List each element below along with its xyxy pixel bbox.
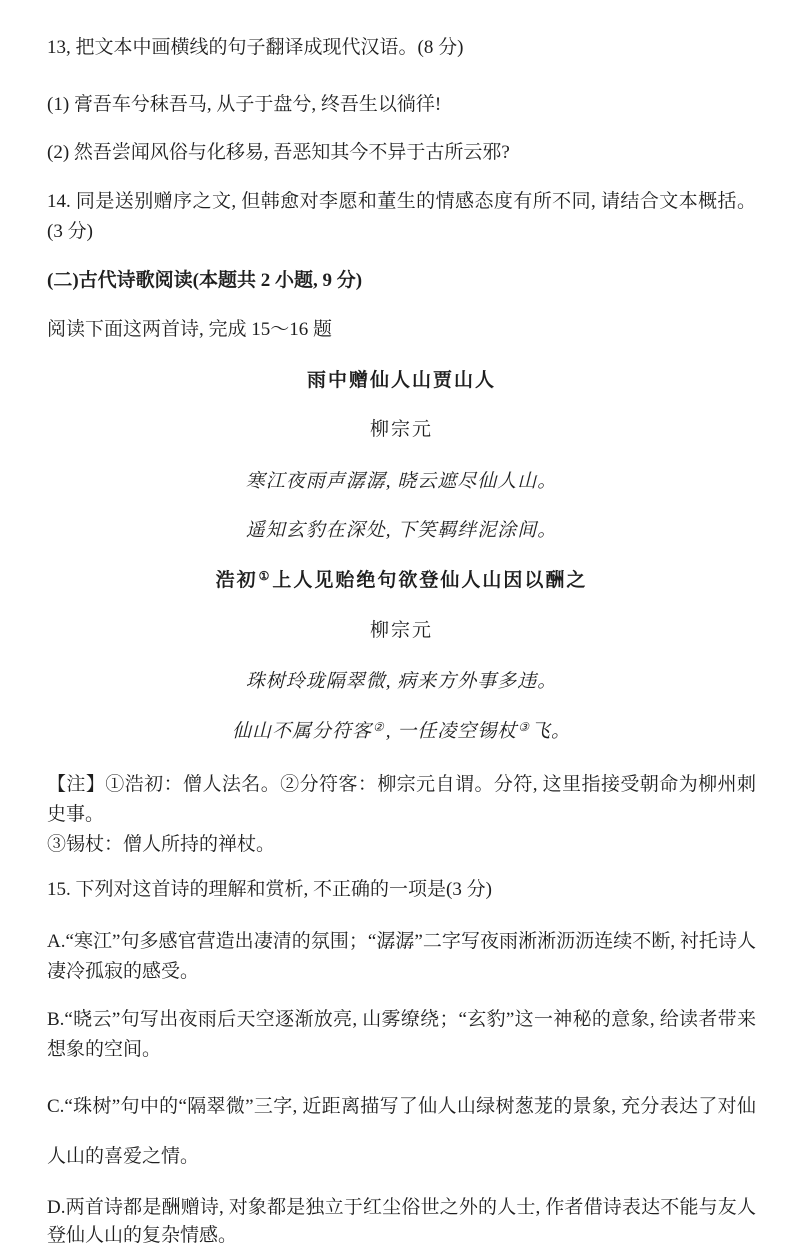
poem-2-line-2 — [47, 717, 756, 747]
poem-2-author: 柳宗元 — [369, 620, 433, 641]
poem-2-title — [47, 566, 756, 596]
note-ref-3: ③ — [518, 720, 531, 734]
poem-2-line-2-pre: 仙山不属分符客 — [231, 721, 372, 742]
section-2-header: (二)古代诗歌阅读(本题共 2 小题, 9 分) — [47, 270, 363, 291]
annotation-line-1: 【注】①浩初：僧人法名。②分符客：柳宗元自谓。分符, 这里指接受朝命为柳州刺史事。 — [47, 774, 756, 825]
poem-1-line-2: 遥知玄豹在深处, 下笑羁绊泥涂间。 — [245, 520, 558, 541]
poem-2-title-rest: 上人见贻绝句欲登仙人山因以酬之 — [272, 570, 588, 591]
question-15: 15. 下列对这首诗的理解和赏析, 不正确的一项是(3 分) — [47, 879, 492, 900]
question-15-option-b: B.“晓云”句写出夜雨后天空逐渐放亮, 山雾缭绕；“玄豹”这一神秘的意象, 给读者带来想象的空间。 — [47, 1009, 756, 1060]
question-15-option-c: C.“珠树”句中的“隔翠微”三字, 近距离描写了仙人山绿树葱茏的景象, 充分表达了对仙人山的喜爱之情。 — [47, 1096, 756, 1167]
poem-2-line-2-post: 飞。 — [531, 721, 572, 742]
poem-2-line-2-mid: , 一任凌空锡杖 — [385, 721, 518, 742]
question-13-translation-2: (2) 然吾尝闻风俗与化移易, 吾恶知其今不异于古所云邪? — [47, 142, 510, 163]
question-14: 14. 同是送别赠序之文, 但韩愈对李愿和董生的情感态度有所不同, 请结合文本概括。(3 分) — [47, 191, 756, 242]
annotation-line-2: ③锡杖：僧人所持的禅杖。 — [47, 834, 276, 855]
note-ref-2: ② — [372, 720, 385, 734]
reading-prompt: 阅读下面这两首诗, 完成 15～16 题 — [47, 319, 333, 340]
poem-1-line-1: 寒江夜雨声潺潺, 晓云遮尽仙人山。 — [245, 471, 558, 492]
poem-1-author: 柳宗元 — [369, 419, 433, 440]
note-ref-1: ① — [258, 569, 272, 583]
annotations — [47, 770, 756, 860]
question-15-option-d: D.两首诗都是酬赠诗, 对象都是独立于红尘俗世之外的人士, 作者借诗表达不能与友人登仙人山的复杂情感。 — [47, 1197, 756, 1246]
question-13: 13, 把文本中画横线的句子翻译成现代汉语。(8 分) — [47, 37, 464, 58]
poem-2-line-1: 珠树玲珑隔翠微, 病来方外事多违。 — [245, 671, 558, 692]
poem-1-title: 雨中赠仙人山贾山人 — [306, 370, 496, 391]
poem-2-title-main: 浩初 — [215, 570, 258, 591]
question-15-option-a: A.“寒江”句多感官营造出凄清的氛围；“潺潺”二字写夜雨淅淅沥沥连续不断, 衬托诗人凄冷孤寂的感受。 — [47, 931, 756, 982]
question-13-translation-1: (1) 膏吾车兮秣吾马, 从子于盘兮, 终吾生以徜徉! — [47, 94, 442, 115]
